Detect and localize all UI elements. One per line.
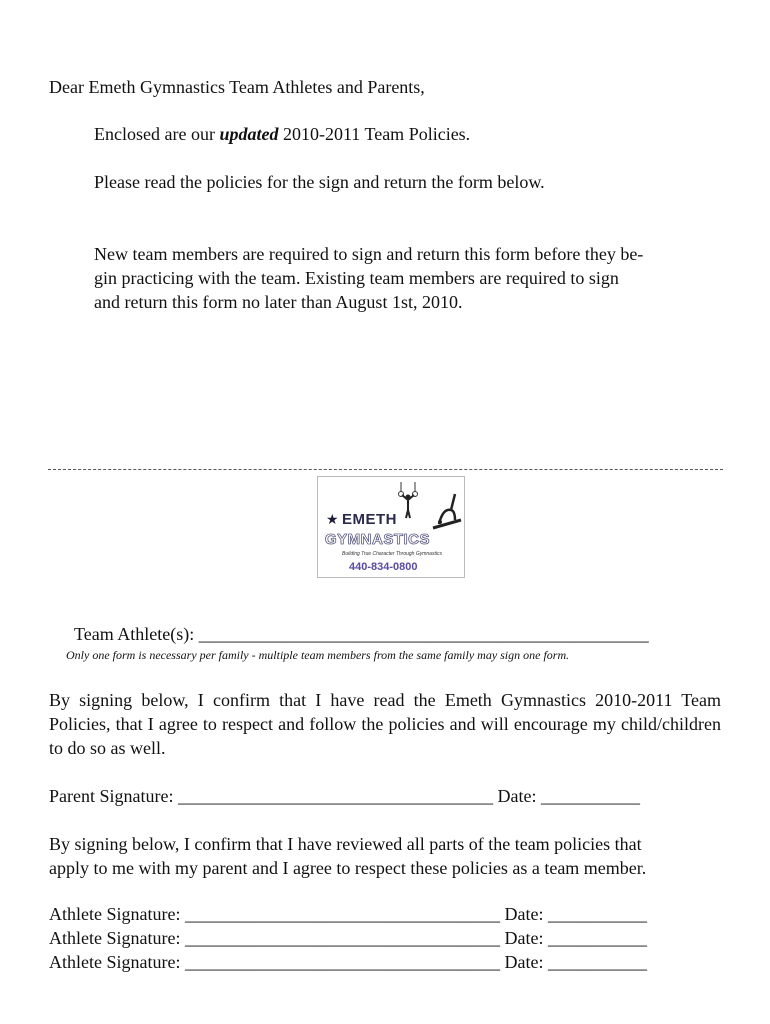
team-athletes-field[interactable] [74,622,649,646]
enclosed-prefix: Enclosed are our [94,124,220,144]
star-icon: ★ [326,512,339,528]
gymnast-rings-icon [393,480,463,530]
athlete-consent-line: By signing below, I confirm that I have reviewed all parts of the team policies that [49,834,642,854]
athlete-signature-field[interactable]: Athlete Signature: ___________________________________ Date: ___________ [49,952,647,972]
read-instruction: Please read the policies for the sign and return the form below. [94,172,545,192]
enclosed-paragraph [94,122,470,146]
parent-consent-text: By signing below, I confirm that I have read the Emeth Gymnastics 2010-2011 Team Policies, that I agree to respect and follow the policies and will encourage my child/children to do so as well. [49,690,721,758]
logo-brand-subtitle: GYMNASTICS [325,531,431,548]
parent-signature-field[interactable]: Parent Signature: ___________________________________ Date: ___________ [49,786,640,806]
athlete-signature-field[interactable]: Athlete Signature: ___________________________________ Date: ___________ [49,928,647,948]
requirement-line: and return this form no later than August 1st, 2010. [94,292,463,312]
logo-tagline: Building True Character Through Gymnastics [342,551,442,557]
greeting: Dear Emeth Gymnastics Team Athletes and Parents, [49,77,425,97]
family-form-note: Only one form is necessary per family - multiple team members from the same family may sign one form. [66,648,570,662]
cut-line-divider [48,469,723,470]
athlete-consent-text [49,832,721,880]
enclosed-suffix: 2010-2011 Team Policies. [278,124,471,144]
team-athletes-label: Team Athlete(s): [74,624,199,644]
requirement-line: gin practicing with the team. Existing team members are required to sign [94,268,619,288]
requirement-line: New team members are required to sign and return this form before they be- [94,244,644,264]
emeth-gymnastics-logo [317,476,465,578]
enclosed-emphasis: updated [219,124,279,144]
logo-phone: 440-834-0800 [349,561,418,573]
team-athletes-blank[interactable]: __________________________________________________ [198,624,649,644]
logo-brand-name: EMETH [342,511,397,528]
athlete-signature-field[interactable]: Athlete Signature: ___________________________________ Date: ___________ [49,904,647,924]
requirement-paragraph [94,242,724,314]
athlete-consent-line: apply to me with my parent and I agree to respect these policies as a team member. [49,858,647,878]
